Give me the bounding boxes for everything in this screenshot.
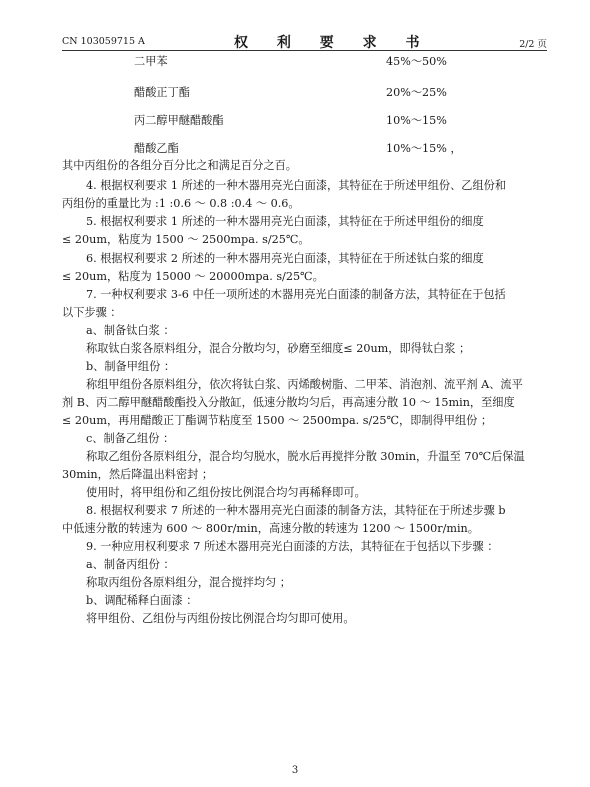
page-header: [62, 30, 547, 50]
ingredient-name: 二甲苯: [134, 55, 168, 68]
claim-5-line: ≤ 20um，粘度为 1500 ～ 2500mpa. s/25℃。: [62, 233, 310, 246]
step-text: ≤ 20um，再用醋酸正丁酯调节粘度至 1500 ～ 2500mpa. s/25℃，即制得甲组份 ；: [62, 414, 493, 427]
step-heading: b、制备甲组份 ：: [86, 360, 176, 373]
ingredient-name: 醋酸正丁酯: [134, 86, 190, 99]
usage-text: 使用时，将甲组份和乙组份按比例混合均匀再稀释即可。: [86, 486, 366, 499]
claim-6-line: 6. 根据权利要求 2 所述的一种木器用亮光白面漆，其特征在于所述钛白浆的细度: [86, 252, 484, 265]
header-rule: [62, 50, 547, 51]
document-title: 权 利 要 求 书: [234, 35, 432, 51]
claim-8-line: 8. 根据权利要求 7 所述的一种木器用亮光白面漆的制备方法，其特征在于所述步骤 b: [86, 504, 506, 517]
page-label: 2/2 页: [519, 39, 547, 50]
claim-8-line: 中低速分散的转速为 600 ～ 800r/min，高速分散的转速为 1200 ～ 1500r/min。: [62, 522, 479, 535]
claim-7-line: 7. 一种权利要求 3-6 中任一项所述的木器用亮光白面漆的制备方法，其特征在于包括: [86, 288, 506, 301]
step-text: 剂 B、丙二醇甲醚醋酸酯投入分散缸，低速分散均匀后，再高速分散 10 ～ 15min，至细度: [62, 396, 515, 409]
ingredient-name: 丙二醇甲醚醋酸酯: [134, 114, 224, 127]
step-text: 30min，然后降温出料密封 ；: [62, 468, 214, 481]
page-number: 3: [291, 765, 299, 776]
ingredient-name: 醋酸乙酯: [134, 142, 179, 155]
step-heading: a、制备丙组份 ：: [86, 558, 175, 571]
claim-5-line: 5. 根据权利要求 1 所述的一种木器用亮光白面漆，其特征在于所述甲组份的细度: [86, 215, 484, 228]
claim-7-line: 以下步骤 ：: [62, 306, 122, 319]
step-heading: a、制备钛白浆 ：: [86, 324, 175, 337]
claim-4-line: 丙组份的重量比为 :1 :0.6 ～ 0.8 :0.4 ～ 0.6。: [62, 197, 300, 210]
step-text: 称取乙组份各原料组分，混合均匀脱水，脱水后再搅拌分散 30min，升温至 70℃后保温: [86, 450, 525, 463]
text-line: 其中丙组份的各组分百分比之和满足百分之百。: [62, 159, 297, 172]
claim-9-line: 9. 一种应用权利要求 7 所述木器用亮光白面漆的方法，其特征在于包括以下步骤 ：: [86, 540, 499, 553]
claim-4-line: 4. 根据权利要求 1 所述的一种木器用亮光白面漆，其特征在于所述甲组份、乙组份和: [86, 179, 507, 192]
ingredient-percentage: 45%～50%: [386, 55, 447, 68]
document-number: CN 103059715 A: [62, 36, 145, 47]
step-heading: c、制备乙组份 ：: [86, 432, 175, 445]
ingredient-percentage: 20%～25%: [386, 86, 447, 99]
step-text: 称组甲组份各原料组分，依次将钛白浆、丙烯酸树脂、二甲苯、消泡剂、流平剂 A、流平: [86, 378, 523, 391]
step-text: 称取钛白浆各原料组分，混合分散均匀，砂磨至细度≤ 20um，即得钛白浆 ；: [86, 342, 471, 355]
step-text: 称取丙组份各原料组分，混合搅拌均匀 ；: [86, 576, 291, 589]
step-text: 将甲组份、乙组份与丙组份按比例混合均匀即可使用。: [86, 612, 355, 625]
claim-6-line: ≤ 20um，粘度为 15000 ～ 20000mpa. s/25℃。: [62, 270, 324, 283]
ingredient-percentage: 10%～15% ，: [386, 142, 462, 155]
step-heading: b、调配稀释白面漆 ：: [86, 594, 198, 607]
ingredient-percentage: 10%～15%: [386, 114, 447, 127]
